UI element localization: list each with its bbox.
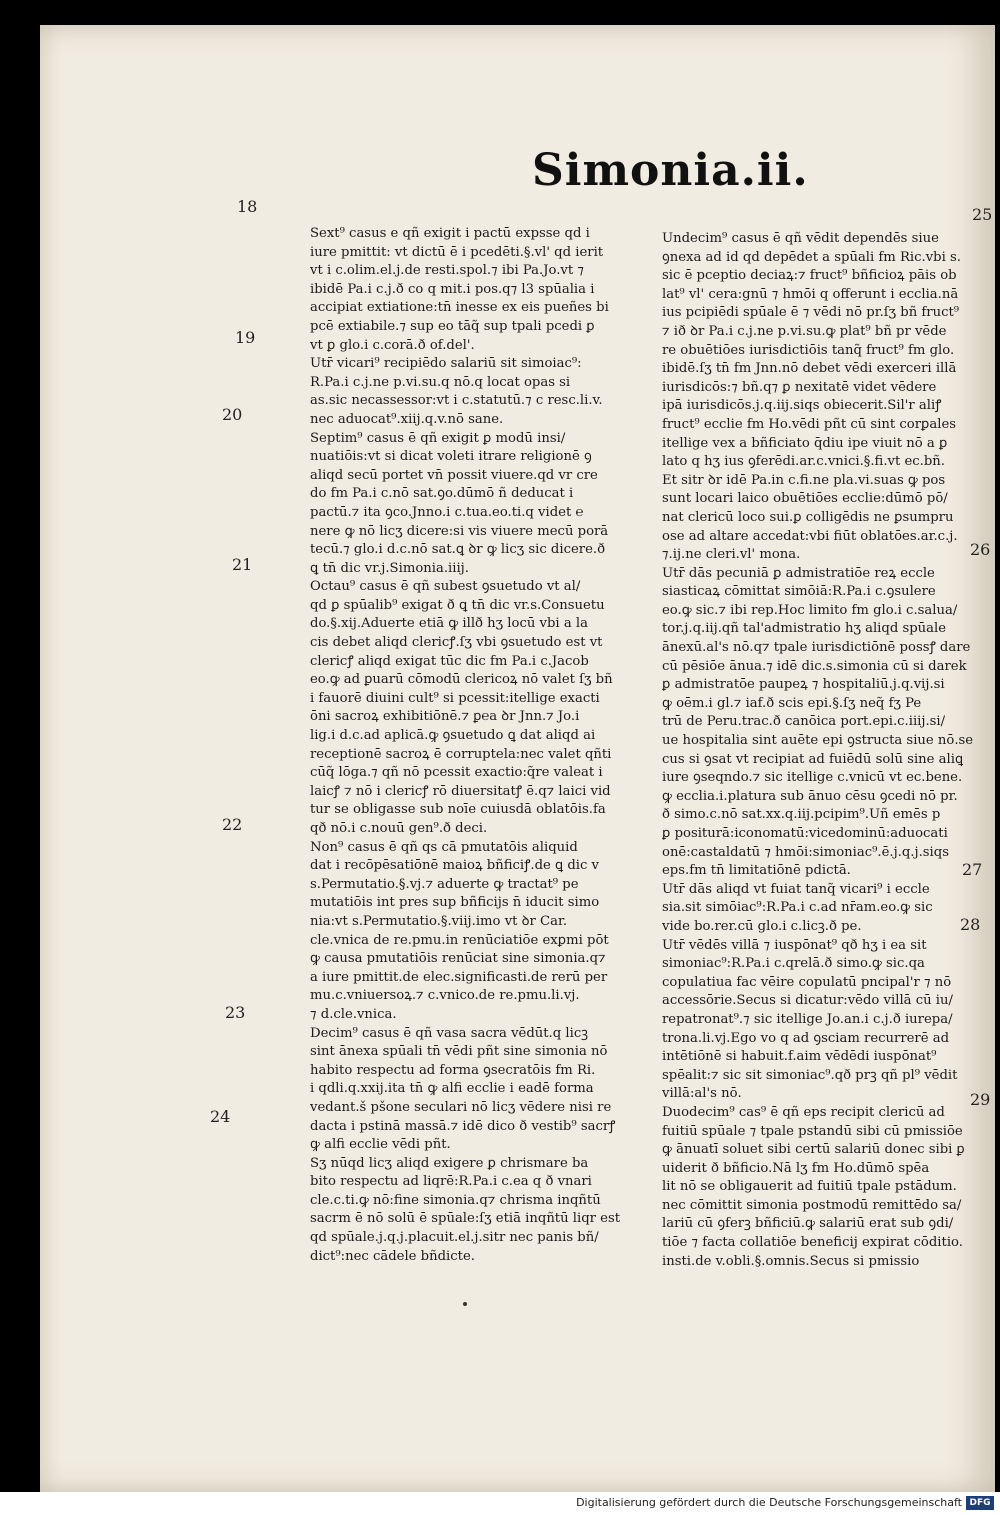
text-line: ꝙ ānuatī soluet sibi certū salariū donec sibi ꝑ bbox=[662, 1142, 965, 1158]
text-line: ꝙ ecclia.i.platura sub ānuo cēsu ꝯcedi nō pr. bbox=[662, 788, 958, 804]
text-line: tur se obligasse sub noīe cuiusdā oblatōis.fa bbox=[310, 802, 606, 818]
text-line: vt i c.olim.el.j.de resti.spol.⁊ ibi Pa.Jo.vt ⁊ bbox=[310, 263, 584, 279]
text-line: ⁊ d.cle.vnica. bbox=[310, 1006, 397, 1022]
text-line: sia.sit simōiac⁹:R.Pa.i c.ad nr̄am.eo.ꝙ sic bbox=[662, 900, 933, 916]
text-line: iurisdicōs:⁊ bñ.q⁊ ꝑ nexitatē videt vēdere bbox=[662, 379, 937, 395]
ink-dot bbox=[463, 1302, 467, 1306]
text-line: nat clericū loco sui.ꝑ colligēdis ne ꝑsumpru bbox=[662, 509, 954, 525]
text-line: sic ē pceptio deciaꝝ:⁊ fruct⁹ bñficioꝝ pāis ob bbox=[662, 268, 957, 284]
text-line: do.§.xij.Aduerte etiā ꝙ illð hʒ locū vbi a la bbox=[310, 616, 588, 632]
text-line: lato q hʒ ius ꝯferēdi.ar.c.vnici.§.fi.vt ec.bñ. bbox=[662, 454, 945, 470]
text-line: iure pmittit: vt dictū ē i pcedēti.§.vl' qd ierit bbox=[310, 244, 604, 260]
text-line: accessōrie.Secus si dicatur:vēdo villā cū iu/ bbox=[662, 993, 953, 1009]
text-line: insti.de v.obli.§.omnis.Secus si pmissio bbox=[662, 1253, 920, 1269]
text-line: ꝯnexa ad id qd depēdet a spūali fm Ric.vbi s. bbox=[662, 249, 961, 265]
book-page bbox=[40, 25, 995, 1492]
text-line: repatronat⁹.⁊ sic itellige Jo.an.i c.j.ð iurepa/ bbox=[662, 1011, 953, 1027]
text-line: itellige vex a bñficiato q̄diu ipe viuit nō a ꝑ bbox=[662, 435, 948, 451]
text-line: pcē extiabile.⁊ sup eo tāq̃ sup tpali pcedi ꝑ bbox=[310, 318, 595, 334]
text-line: eps.fm tn̄ limitatiōnē pdictā. bbox=[662, 863, 851, 879]
text-line: dict⁹:nec cādele bñdicte. bbox=[310, 1248, 475, 1264]
text-line: do fm Pa.i c.nō sat.ꝯo.dūmō ñ deducat i bbox=[310, 486, 574, 502]
text-line: simoniac⁹:R.Pa.i c.qrelā.ð simo.ꝙ sic.qa bbox=[662, 956, 925, 972]
text-line: habito respectu ad forma ꝯsecratōis fm Ri. bbox=[310, 1062, 596, 1078]
text-line: receptionē sacroꝝ ē corruptela:nec valet qñti bbox=[310, 746, 612, 762]
text-line: mutatiōis int pres sup bñficijs n̄ iducit simo bbox=[310, 895, 600, 911]
text-line: Utr̄ vicari⁹ recipiēdo salariū sit simoiac⁹: bbox=[310, 356, 582, 372]
dfg-logo: DFG bbox=[966, 1496, 994, 1510]
text-line: a iure pmittit.de elec.significasti.de rerū per bbox=[310, 969, 608, 985]
text-line: ꝙ oēm.i gl.⁊ iaf.ð scis epi.§.ſʒ neq̃ fʒ Pe bbox=[662, 695, 922, 711]
text-line: Utr̄ dās aliqd vt fuiat tanq̃ vicari⁹ i eccle bbox=[662, 881, 930, 897]
text-line: nec cōmittit simonia postmodū remittēdo sa/ bbox=[662, 1197, 962, 1213]
text-line: ð simo.c.nō sat.xx.q.iij.pcipim⁹.Uñ emēs p bbox=[662, 807, 941, 823]
text-line: cis debet aliqd clericꝭ.ſʒ vbi ꝯsuetudo est vt bbox=[310, 635, 603, 651]
text-line: cū pēsiōe ānua.⁊ idē dic.s.simonia cū si darek bbox=[662, 658, 967, 674]
text-line: eo.ꝙ ad ꝑuarū cōmodū clericoꝝ nō valet ſʒ bñ bbox=[310, 672, 613, 688]
text-line: tiōe ⁊ facta collatiōe beneficij expirat cōditio. bbox=[662, 1235, 963, 1251]
text-line: cūq̃ lōga.⁊ qñ nō pcessit exactio:q̃re valeat i bbox=[310, 765, 603, 781]
text-line: ꝗ tn̄ dic vr.j.Simonia.iiij. bbox=[310, 560, 469, 576]
footer-credit: Digitalisierung gefördert durch die Deutsche Forschungsgemeinschaft bbox=[576, 1496, 962, 1509]
text-line: ⁊.ij.ne cleri.vl' mona. bbox=[662, 547, 801, 563]
text-line: ānexū.al's nō.q⁊ tpale iurisdictiōnē possꝭ dare bbox=[662, 640, 971, 656]
text-line: Utr̄ dās pecuniā ꝑ admistratiōe reꝝ eccle bbox=[662, 565, 935, 581]
text-line: ibidē.ſʒ tn̄ fm Jnn.nō debet vēdi exerceri illā bbox=[662, 361, 957, 377]
text-line: ꝙ alfi ecclie vēdi pñt. bbox=[310, 1137, 451, 1153]
text-line: nec aduocat⁹.xiij.q.v.nō sane. bbox=[310, 411, 504, 427]
text-line: aliqd secū portet vn̄ possit viuere.qd vr cre bbox=[310, 467, 598, 483]
text-line: sint ānexa spūali tn̄ vēdi pñt sine simonia nō bbox=[310, 1044, 608, 1060]
text-line: cus si ꝯsat vt recipiat ad fuiēdū solū sine aliꝗ bbox=[662, 751, 964, 767]
text-line: vt ꝑ glo.i c.corā.ð of.del'. bbox=[310, 337, 475, 353]
text-line: trona.li.vj.Ego vo q ad ꝯsciam recurrerē ad bbox=[662, 1030, 950, 1046]
margin-number-right: 29 bbox=[970, 1090, 991, 1109]
text-line: Utr̄ vēdēs villā ⁊ iuspōnat⁹ qð hʒ i ea sit bbox=[662, 937, 927, 953]
text-line: Septim⁹ casus ē qñ exigit ꝑ modū insi/ bbox=[310, 430, 566, 446]
margin-number-left: 19 bbox=[235, 328, 256, 347]
text-line: clericꝭ aliqd exigat tūc dic fm Pa.i c.Jacob bbox=[310, 653, 589, 669]
text-line: onē:castaldatū ⁊ hmōi:simoniac⁹.ē.j.q.j.siqs bbox=[662, 844, 949, 860]
text-line: ꝑ admistratōe paupeꝝ ⁊ hospitaliū.j.q.vij.si bbox=[662, 677, 945, 693]
text-line: copulatiua fac vēire copulatū pncipal'r ⁊ nō bbox=[662, 974, 952, 990]
margin-number-left: 18 bbox=[237, 197, 258, 216]
text-line: ꝑ positurā:iconomatū:vicedominū:aduocati bbox=[662, 826, 948, 841]
text-line: i fauorē diuini cult⁹ si pcessit:itellige exacti bbox=[310, 690, 600, 706]
text-line: dat i recōpēsatiōnē maioꝝ bñficiꝭ.de ꝗ dic v bbox=[310, 858, 600, 874]
text-line: villā:al's nō. bbox=[662, 1086, 742, 1102]
text-line: Non⁹ casus ē qñ qs cā pmutatōis aliquid bbox=[310, 839, 578, 855]
text-line: nia:vt s.Permutatio.§.viij.imo vt ꝺr Car. bbox=[310, 913, 568, 929]
text-line: fruct⁹ ecclie fm Ho.vēdi pñt cū sint corꝑales bbox=[662, 416, 957, 432]
text-line: tecū.⁊ glo.i d.c.nō sat.ꝗ ꝺr ꝙ licʒ sic dicere.ð bbox=[310, 542, 606, 558]
text-line: eo.ꝙ sic.⁊ ibi rep.Hoc limito fm glo.i c.salua/ bbox=[662, 602, 958, 618]
text-line: lariū cū ꝯferꝫ bñficiū.ꝙ salariū erat sub ꝯdi/ bbox=[662, 1216, 954, 1232]
text-line: ꝙ causa pmutatiōis renūciat sine simonia.q⁊ bbox=[310, 951, 606, 967]
text-line: Et sitr ꝺr idē Pa.in c.fi.ne pla.vi.suas ꝙ pos bbox=[662, 472, 946, 488]
text-line: fuitiū spūale ⁊ tpale pstandū sibi cū pmissiōe bbox=[662, 1123, 963, 1139]
text-line: ōni sacroꝝ exhibitiōnē.⁊ ꝑ℮a ꝺr Jnn.⁊ Jo.i bbox=[310, 709, 580, 725]
margin-number-left: 22 bbox=[222, 815, 243, 834]
text-line: qd ꝑ spūalib⁹ exigat ð ꝗ tn̄ dic vr.s.Consuetu bbox=[310, 597, 605, 613]
text-line: Decim⁹ casus ē qñ vasa sacra vēdūt.q licꝫ bbox=[310, 1025, 588, 1041]
text-line: cle.vnica de re.pmu.in renūciatiōe exꝑmi pōt bbox=[310, 932, 609, 948]
text-line: accipiat extiatione:tn̄ inesse ex eis pueñes bi bbox=[310, 300, 609, 316]
text-line: Sext⁹ casus e qñ exigit i pactū expsse qd i bbox=[310, 226, 590, 241]
text-line: qd spūale.j.q.j.placuit.el.j.sitr nec panis bñ/ bbox=[310, 1230, 599, 1246]
margin-number-left: 23 bbox=[225, 1003, 246, 1022]
text-line: intētiōnē si habuit.f.aim vēdēdi iuspōnat⁹ bbox=[662, 1049, 937, 1065]
text-line: lat⁹ vl' cera:gnū ⁊ hmōi q offerunt i ecclia.nā bbox=[662, 286, 959, 302]
text-line: bito respectu ad liqrē:R.Pa.i c.ea q ð vnari bbox=[310, 1174, 592, 1190]
text-line: re obuētiōes iurisdictiōis tanq̃ fruct⁹ fm glo. bbox=[662, 342, 955, 358]
text-line: mu.c.vniuersoꝝ.⁊ c.vnico.de re.pmu.li.vj. bbox=[310, 988, 580, 1004]
margin-number-right: 27 bbox=[962, 860, 983, 879]
text-line: iure ꝯseqndo.⁊ sic itellige c.vnicū vt ec.bene. bbox=[662, 770, 963, 786]
text-line: nere ꝙ nō licʒ dicere:si vis viuere mecū porā bbox=[310, 523, 609, 539]
text-line: sunt locari laico obuētiōes ecclie:dūmō pō/ bbox=[662, 491, 948, 507]
footer-bar bbox=[0, 1492, 1000, 1515]
text-line: Octau⁹ casus ē qñ subest ꝯsuetudo vt al/ bbox=[310, 579, 581, 595]
text-line: spēalit:⁊ sic sit simoniac⁹.qð prꝫ qñ pl⁹ vēdit bbox=[662, 1067, 958, 1083]
text-line: ue hospitalia sint auēte epi ꝯstructa siue nō.se bbox=[662, 733, 974, 749]
text-line: sacrm ē nō solū ē spūale:ſʒ etiā inqñtū liqr est bbox=[310, 1211, 621, 1227]
margin-number-right: 26 bbox=[970, 540, 991, 559]
text-line: R.Pa.i c.j.ne p.vi.su.q nō.q locat opas si bbox=[310, 374, 571, 390]
text-line: ose ad altare accedat:vbi fiūt oblatōes.ar.c.j. bbox=[662, 528, 958, 544]
text-line: lig.i d.c.ad aplicā.ꝙ ꝯsuetudo ꝗ dat aliqd ai bbox=[310, 728, 596, 744]
margin-number-right: 25 bbox=[972, 205, 993, 224]
text-line: s.Permutatio.§.vj.⁊ aduerte ꝙ tractat⁹ pe bbox=[310, 876, 579, 892]
text-line: Sʒ nūqd licʒ aliqd exigere ꝑ chrismare ba bbox=[310, 1155, 589, 1171]
text-line: uiderit ð bñficio.Nā lʒ fm Ho.dūmō spēa bbox=[662, 1160, 930, 1176]
margin-number-left: 24 bbox=[210, 1107, 231, 1126]
text-line: pactū.⁊ ita ꝯco.Jnno.i c.tua.eo.ti.q videt ℮ bbox=[310, 504, 584, 520]
page-title: Simonia.ii. bbox=[532, 145, 809, 196]
margin-number-right: 28 bbox=[960, 915, 981, 934]
text-line: ibidē Pa.i c.j.ð co q mit.i pos.q⁊ l3 spūalia i bbox=[310, 281, 595, 297]
text-line: trū de Peru.trac.ð canōica port.epi.c.iiij.si/ bbox=[662, 714, 946, 730]
text-line: as.sic necassessor:vt i c.statutū.⁊ c resc.li.v. bbox=[310, 393, 603, 409]
text-line: i qdli.q.xxij.ita tn̄ ꝙ alfi ecclie i eadē forma bbox=[310, 1081, 594, 1097]
left-column bbox=[310, 225, 638, 1266]
text-line: cle.c.ti.ꝙ nō:fine simonia.q⁊ chrisma inqñtū bbox=[310, 1192, 601, 1208]
text-line: lit nō se obligauerit ad fuitiū tpale pstādum. bbox=[662, 1179, 957, 1195]
text-line: ⁊ ið ꝺr Pa.i c.j.ne p.vi.su.ꝙ plat⁹ bñ pr vēde bbox=[662, 323, 947, 339]
text-line: ipā iurisdicōs.j.q.iij.siqs obiecerit.Sil'r aliꝭ bbox=[662, 398, 942, 414]
right-column bbox=[662, 230, 984, 1271]
text-line: siasticaꝝ cōmittat simōiā:R.Pa.i c.ꝯsulere bbox=[662, 584, 936, 600]
margin-number-left: 20 bbox=[222, 405, 243, 424]
text-line: qð nō.i c.nouū gen⁹.ð deci. bbox=[310, 821, 488, 836]
text-line: laicꝭ ⁊ nō i clericꝭ rō diuersitatꝭ ē.q⁊ laici vid bbox=[310, 783, 611, 799]
text-line: Duodecim⁹ cas⁹ ē qñ eps recipit clericū ad bbox=[662, 1104, 945, 1120]
text-line: nuatiōis:vt si dicat voleti itrare religionē ꝯ bbox=[310, 449, 592, 465]
text-line: tor.j.q.iij.qñ tal'admistratio hʒ aliqd spūale bbox=[662, 621, 947, 637]
margin-number-left: 21 bbox=[232, 555, 253, 574]
text-line: vide bo.rer.cū glo.i c.licꝫ.ð pe. bbox=[662, 918, 862, 934]
text-line: Undecim⁹ casus ē qñ vēdit dependēs siue bbox=[662, 231, 939, 246]
text-line: ius pcipiēdi spūale ē ⁊ vēdi nō pr.ſʒ bñ fruct⁹ bbox=[662, 305, 960, 321]
text-line: dacta i pstinā massā.⁊ idē dico ð vestib⁹ sacrꝭ bbox=[310, 1118, 616, 1134]
text-line: vedant.š pšone seculari nō licʒ vēdere nisi re bbox=[310, 1099, 612, 1115]
